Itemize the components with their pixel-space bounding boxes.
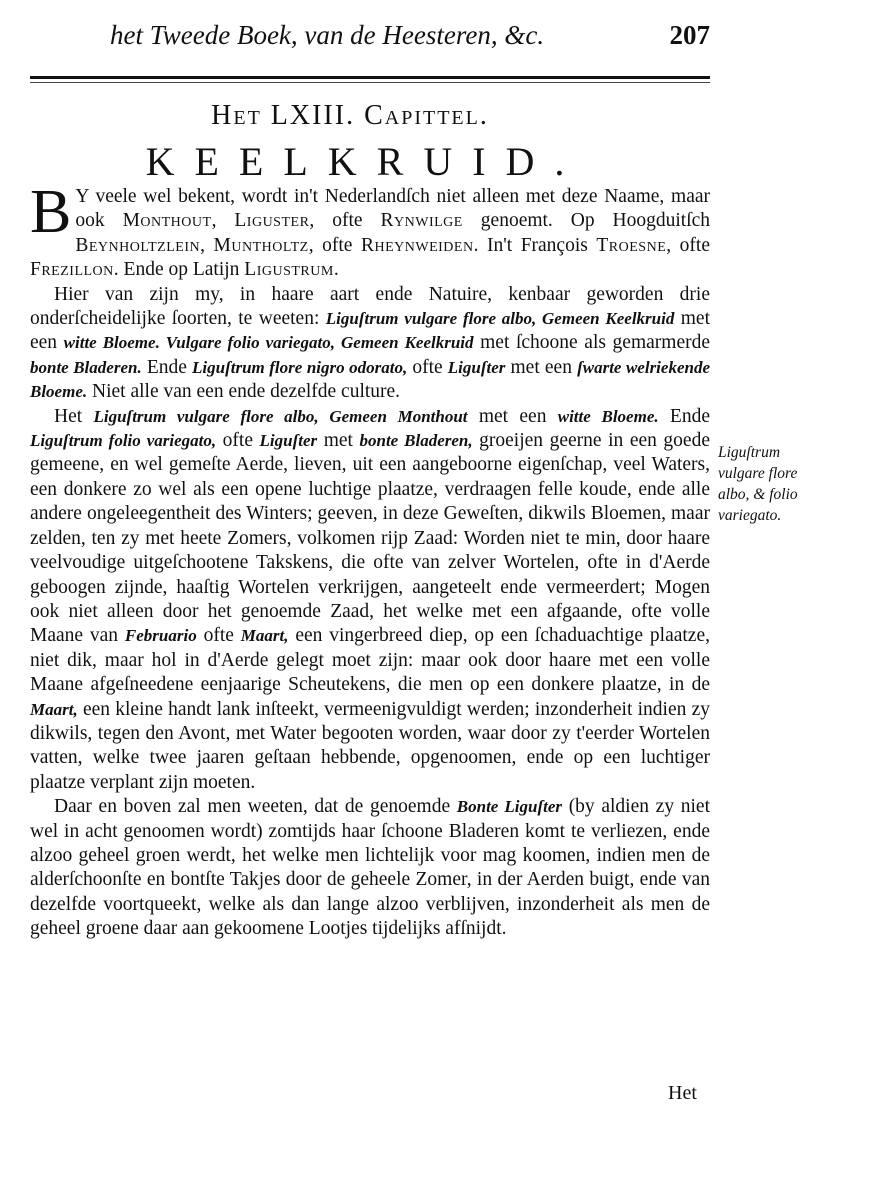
text-run: . In't François [473, 234, 597, 256]
chapter-heading: Het LXIII. Capittel. [211, 100, 489, 131]
name-run: Monthout [122, 210, 212, 232]
text-run: Ende [658, 405, 710, 427]
paragraph-4 [30, 795, 710, 941]
page-number: 207 [669, 20, 710, 50]
italic-run: witte Bloeme. [557, 406, 659, 426]
text-run: met een [505, 356, 578, 378]
drop-cap: B [30, 178, 72, 246]
text-run: ofte [216, 430, 260, 452]
text-run: groeijen geerne in een goede gemeene, en wel gemeſte Aerde, lieven, uit een aangeboorne eigenſchap, veel Waters, een donkere zo wel als een opene luchtige plaatze, verdraagen felle koude, ende alle andere ongeleegentheit des Winters; geeven, in deze Geweſten, dikwils Bloemen, maar zelden, ten zy met heete Zomers, volkomen rijp Zaad: Worden niet te min, door haare veelvoudige uitgeſchootene Takskens, die ofte van zelver Wortelen, ofte in d'Aerde geboogen zijnde, haaſtig Wortelen verkrijgen, aangeteelt ende vermeerdert; Mogen ook niet alleen door het genoemde Zaad, het welke met een afgaande, ofte volle Maane van [30, 430, 710, 647]
paragraph-1 [30, 178, 711, 283]
italic-run: Liguſter [259, 431, 318, 451]
text-run: , [211, 210, 235, 232]
italic-run: Maart, [30, 699, 78, 719]
text-run: , ofte [309, 210, 381, 232]
name-run: Rheynweiden [360, 234, 474, 256]
italic-run: Liguſter [447, 357, 506, 377]
text-run: , ofte [308, 234, 361, 256]
chapter-title: KEELKRUID. [145, 139, 585, 184]
text-run: ofte [407, 356, 448, 378]
italic-run: Maart, [240, 626, 289, 646]
name-run: Liguster [234, 210, 310, 232]
italic-run: Bonte Liguſter [456, 797, 563, 817]
catchword: Het [668, 1082, 697, 1104]
text-run: met [317, 430, 360, 452]
text-run: Het [54, 405, 94, 427]
italic-run: Liguſtrum vulgare flore albo, Gemeen Keelkruid [325, 309, 675, 329]
text-run: (by aldien zy niet wel in acht genoomen wordt) zomtijds haar ſchoone Bladeren komt te verliezen, ende alzoo geheel groen werdt, het welke men lichtelijk voor mag koomen, indien men de alderſchoonſte en bontſte Takjes door de geheele Zomer, in der Aerden buigt, ende van dezelfde voortqueekt, welke als dan lange alzoo verblijven, inzonderheit als men de geheel groene daar aan gekoomene Lootjes tijdelijks afſnijdt. [30, 796, 711, 940]
text-run: ofte [196, 625, 241, 647]
name-run: Rynwilge [380, 210, 463, 232]
text-run: een vingerbreed diep, op een ſchaduachtige plaatze, niet dik, maar hol in d'Aerde gelegt moet zijn: maar ook door haare met een volle Maane afgeſneedene eenjaarige Scheutekens, die men op een donkere plaatze, in de [30, 625, 710, 696]
name-run: Ligustrum [244, 259, 334, 281]
paragraph-2 [30, 283, 710, 405]
italic-run: bonte Bladeren. [30, 357, 142, 377]
paragraph-3 [30, 405, 710, 796]
text-run: Ende [141, 356, 193, 378]
italic-run: witte Bloeme. Vulgare folio variegato, Gemeen Keelkruid [63, 333, 474, 353]
name-run: Frezillon [30, 259, 114, 281]
text-run: met ſchoone als gemarmerde [473, 332, 711, 354]
text-run: . [333, 259, 339, 281]
name-run: Beynholtzlein [75, 234, 201, 256]
text-run: genoemt. Op Hoogduitſch [462, 210, 711, 232]
italic-run: Februario [124, 626, 197, 646]
text-run: Niet alle van een ende dezelfde culture. [87, 381, 401, 403]
text-run: met een [467, 405, 558, 427]
text-run: Hier van zijn my, in haare aart ende Natuire, kenbaar geworden drie onderſcheidelijke ſoorten, te weeten: [30, 283, 710, 330]
italic-run: Liguſtrum flore nigro odorato, [192, 357, 408, 377]
text-run: Daar en boven zal men weeten, dat de genoemde [54, 796, 457, 818]
margin-note: Liguſtrum vulgare flore albo, & folio variegato. [718, 444, 798, 524]
italic-run: bonte Bladeren, [359, 431, 473, 451]
body-text [30, 178, 711, 942]
header-rule-thin [30, 82, 710, 83]
text-run: een kleine handt lank inſteekt, vermeenigvuldigt werden; inzonderheit indien zy dikwils, tegen den Avont, met Water begooten worden, waar door zy t'eerder Wortelen vatten, welke twee jaaren geſtaan hebbende, opgenoomen, ende op een luchtiger plaatze verplant zijn moeten. [30, 698, 710, 793]
header-rule [30, 76, 710, 79]
italic-run: Liguſtrum folio variegato, [30, 431, 217, 451]
running-head: het Tweede Boek, van de Heesteren, &c. [110, 20, 545, 50]
text-run: Y veele wel bekent, wordt in't Nederlandſch niet alleen met deze Naame, maar ook [75, 186, 710, 232]
name-run: Troesne [596, 234, 667, 256]
italic-run: Liguſtrum vulgare flore albo, Gemeen Monthout [93, 406, 468, 426]
text-run: , [200, 234, 214, 256]
italic-run: ſwarte welriekende Bloeme. [30, 357, 710, 402]
name-run: Muntholtz [213, 234, 309, 256]
text-run: . Ende op Latijn [113, 259, 245, 281]
text-run: , ofte [666, 234, 710, 256]
page-header [110, 20, 710, 56]
text-run: met een [30, 308, 710, 354]
